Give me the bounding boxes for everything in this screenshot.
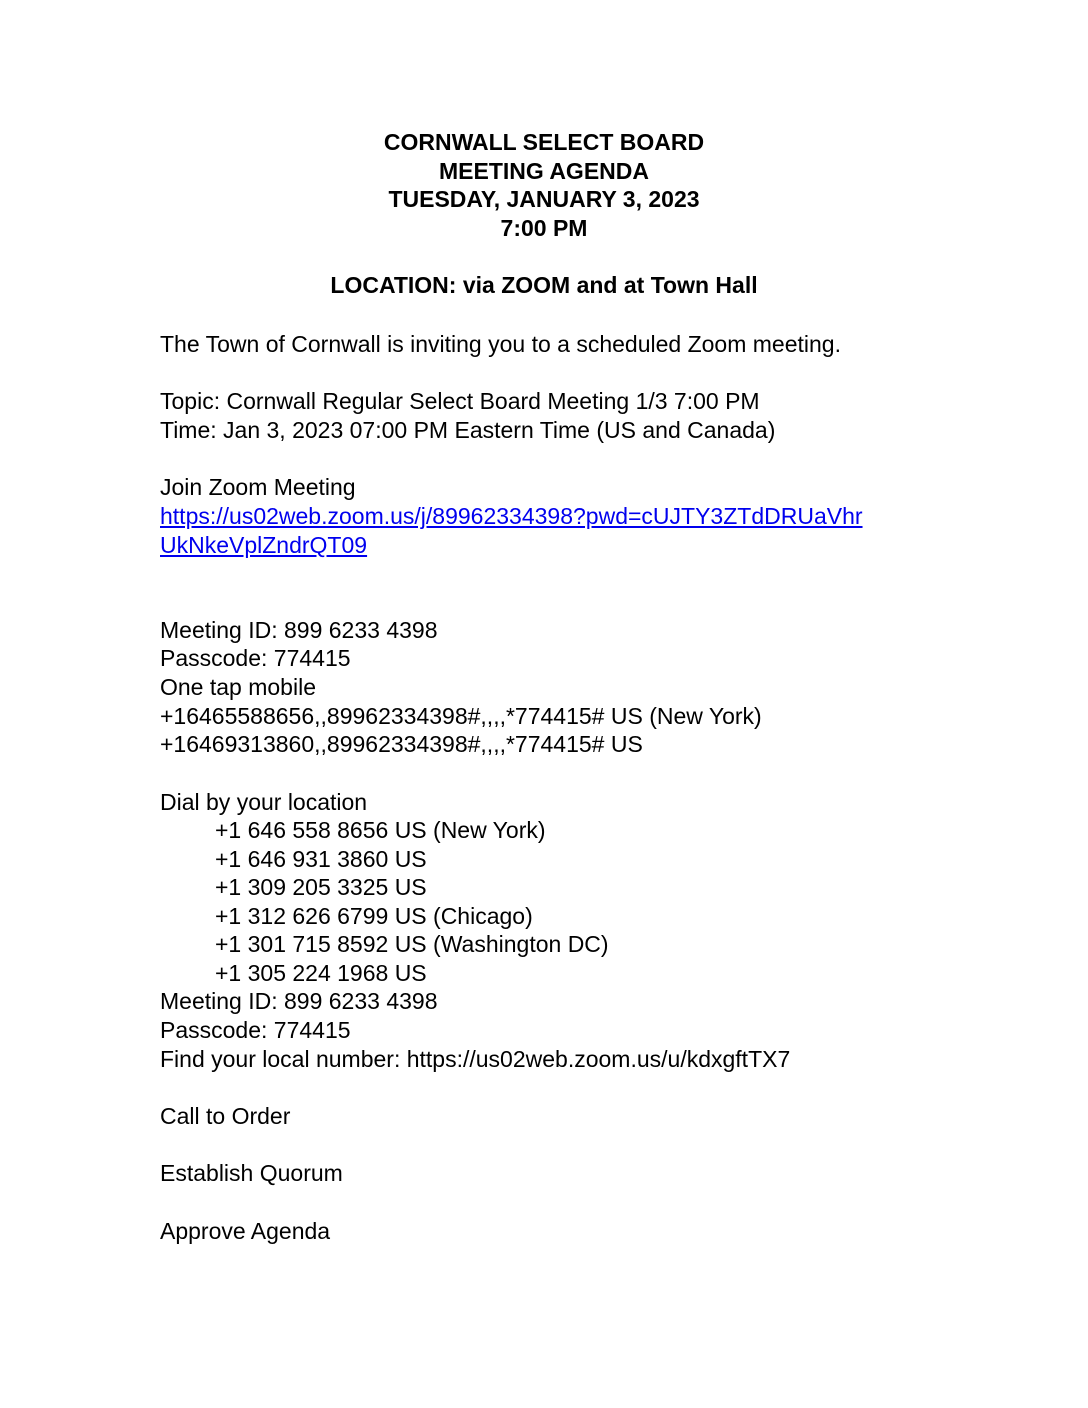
meeting-time: 7:00 PM (500, 215, 588, 241)
meeting-id: Meeting ID: 899 6233 4398 (160, 988, 438, 1014)
join-link[interactable]: https://us02web.zoom.us/j/89962334398?pwd=cUJTY3ZTdDRUaVhr (160, 503, 863, 529)
org-title: CORNWALL SELECT BOARD (383, 129, 705, 155)
join-label: Join Zoom Meeting (160, 474, 356, 500)
passcode: Passcode: 774415 (160, 645, 351, 671)
dial-number: +1 646 931 3860 US (215, 846, 427, 872)
agenda-item: Establish Quorum (160, 1160, 343, 1186)
dial-number: +1 305 224 1968 US (215, 960, 427, 986)
dial-label: Dial by your location (160, 789, 368, 815)
agenda-item: Approve Agenda (160, 1218, 331, 1244)
one-tap-label: One tap mobile (160, 674, 316, 700)
meeting-date: TUESDAY, JANUARY 3, 2023 (388, 186, 700, 212)
dial-number: +1 301 715 8592 US (Washington DC) (215, 931, 609, 957)
one-tap-number: +16469313860,,89962334398#,,,,*774415# US (160, 731, 643, 757)
agenda-title: MEETING AGENDA (439, 158, 649, 184)
meeting-id: Meeting ID: 899 6233 4398 (160, 617, 438, 643)
dial-number: +1 646 558 8656 US (New York) (215, 817, 546, 843)
join-link-continued[interactable]: UkNkeVplZndrQT09 (160, 532, 368, 558)
invite-time: Time: Jan 3, 2023 07:00 PM Eastern Time (US and Canada) (160, 417, 776, 443)
passcode: Passcode: 774415 (160, 1017, 351, 1043)
dial-number: +1 312 626 6799 US (Chicago) (215, 903, 533, 929)
find-local-number: Find your local number: https://us02web.zoom.us/u/kdxgftTX7 (160, 1046, 791, 1072)
agenda-item: Call to Order (160, 1103, 291, 1129)
dial-number: +1 309 205 3325 US (215, 874, 427, 900)
invite-topic: Topic: Cornwall Regular Select Board Meeting 1/3 7:00 PM (160, 388, 760, 414)
one-tap-number: +16465588656,,89962334398#,,,,*774415# US (New York) (160, 703, 762, 729)
meeting-location: LOCATION: via ZOOM and at Town Hall (330, 272, 758, 298)
invite-intro: The Town of Cornwall is inviting you to a scheduled Zoom meeting. (160, 331, 841, 357)
